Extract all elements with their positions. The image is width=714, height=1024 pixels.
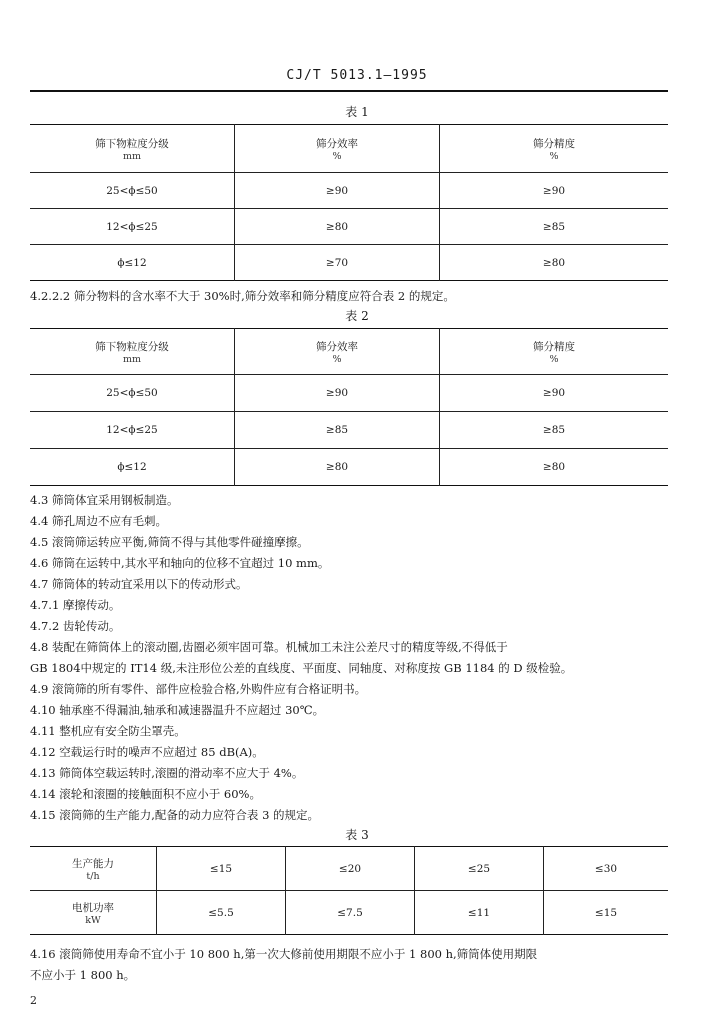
clause-4-2-2-2: 4.2.2.2 筛分物料的含水率不大于 30%时,筛分效率和筛分精度应符合表 2 的规定。 [30,289,455,303]
table-cell: ≤15 [544,891,669,935]
table-cell: ϕ≤12 [30,449,235,486]
table2-header-cell [440,329,669,375]
table-row [30,412,668,449]
table1-header-unit: % [332,150,342,162]
table-cell: ≥80 [440,449,669,486]
table2-header-label: 筛分效率 [316,340,358,353]
table3-row-label [30,891,157,935]
table-row [30,375,668,412]
clause-4-6: 4.6 筛筒在运转中,其水平和轴向的位移不宜超过 10 mm。 [30,556,330,570]
table-1 [30,124,668,281]
table2-header-label: 筛下物粒度分级 [95,340,169,353]
table-cell: ≥90 [440,173,669,209]
table3-row-label [30,847,157,891]
table1-header-row [30,125,668,173]
table-cell: ≤7.5 [286,891,415,935]
header-rule [30,90,668,92]
table-3 [30,846,668,935]
table-cell: ≤5.5 [157,891,286,935]
table-row [30,209,668,245]
table2-header-label: 筛分精度 [533,340,575,353]
table1-header-cell [235,125,440,173]
clause-4-16-line2: 不应小于 1 800 h。 [30,968,136,982]
table-cell: ϕ≤12 [30,245,235,281]
table-row [30,245,668,281]
table-cell: ≥80 [235,449,440,486]
table-cell: ≥85 [235,412,440,449]
table2-caption: 表 2 [345,309,369,323]
table2-header-row [30,329,668,375]
table-cell: 12<ϕ≤25 [30,412,235,449]
table1-header-label: 筛下物粒度分级 [95,137,169,150]
clause-4-15: 4.15 滚筒筛的生产能力,配备的动力应符合表 3 的规定。 [30,808,320,822]
clause-4-11: 4.11 整机应有安全防尘罩壳。 [30,724,186,738]
table-cell: ≤20 [286,847,415,891]
clause-4-12: 4.12 空载运行时的噪声不应超过 85 dB(A)。 [30,745,264,759]
table-cell: 25<ϕ≤50 [30,173,235,209]
table-cell: ≤15 [157,847,286,891]
table-cell: ≥85 [440,412,669,449]
table2-header-cell [235,329,440,375]
table3-label-unit: t/h [86,870,100,882]
clause-4-9: 4.9 滚筒筛的所有零件、部件应检验合格,外购件应有合格证明书。 [30,682,367,696]
table-cell: 25<ϕ≤50 [30,375,235,412]
standard-number: CJ/T 5013.1—1995 [286,68,428,83]
table1-header-cell [440,125,669,173]
table-cell: ≥90 [235,173,440,209]
clause-4-14: 4.14 滚轮和滚圈的接触面积不应小于 60%。 [30,787,261,801]
table-cell: ≥85 [440,209,669,245]
table2-header-cell [30,329,235,375]
table-cell: ≥90 [440,375,669,412]
table-row [30,173,668,209]
clause-4-4: 4.4 筛孔周边不应有毛刺。 [30,514,167,528]
table3-caption: 表 3 [345,828,369,842]
table-cell: ≤30 [544,847,669,891]
clause-4-16-line1: 4.16 滚筒筛使用寿命不宜小于 10 800 h,第一次大修前使用期限不应小于 1 800 h,筛筒体使用期限 [30,947,538,961]
table-2 [30,328,668,486]
table-row [30,847,668,891]
table1-header-cell [30,125,235,173]
clause-4-7: 4.7 筛筒体的转动宜采用以下的传动形式。 [30,577,248,591]
table3-label-unit: kW [85,914,101,926]
table-cell: ≤25 [415,847,544,891]
table3-label-text: 生产能力 [72,857,114,870]
table-row [30,449,668,486]
table1-header-label: 筛分效率 [316,137,358,150]
clause-4-7-1: 4.7.1 摩擦传动。 [30,598,121,612]
table1-header-unit: % [549,150,559,162]
clause-4-13: 4.13 筛筒体空载运转时,滚圈的滑动率不应大于 4%。 [30,766,304,780]
table-cell: ≥80 [440,245,669,281]
clause-4-3: 4.3 筛筒体宜采用钢板制造。 [30,493,179,507]
table1-header-label: 筛分精度 [533,137,575,150]
clause-4-10: 4.10 轴承座不得漏油,轴承和减速器温升不应超过 30℃。 [30,703,325,717]
page-number: 2 [30,994,37,1007]
clause-4-8-line1: 4.8 装配在筛筒体上的滚动圈,齿圈必须牢固可靠。机械加工未注公差尺寸的精度等级,不得低于 [30,640,508,654]
table2-header-unit: % [332,353,342,365]
clause-4-8-line2: GB 1804中规定的 IT14 级,未注形位公差的直线度、平面度、同轴度、对称度按 GB 1184 的 D 级检验。 [30,661,573,675]
table3-label-text: 电机功率 [72,901,114,914]
table-row [30,891,668,935]
table-cell: ≥80 [235,209,440,245]
table-cell: ≥90 [235,375,440,412]
clause-4-7-2: 4.7.2 齿轮传动。 [30,619,121,633]
table-cell: ≤11 [415,891,544,935]
table1-header-unit: mm [122,150,142,162]
table2-header-unit: mm [122,353,142,365]
table2-header-unit: % [549,353,559,365]
table-cell: ≥70 [235,245,440,281]
clause-4-5: 4.5 滚筒筛运转应平衡,筛筒不得与其他零件碰撞摩擦。 [30,535,309,549]
table-cell: 12<ϕ≤25 [30,209,235,245]
table1-caption: 表 1 [345,105,369,119]
